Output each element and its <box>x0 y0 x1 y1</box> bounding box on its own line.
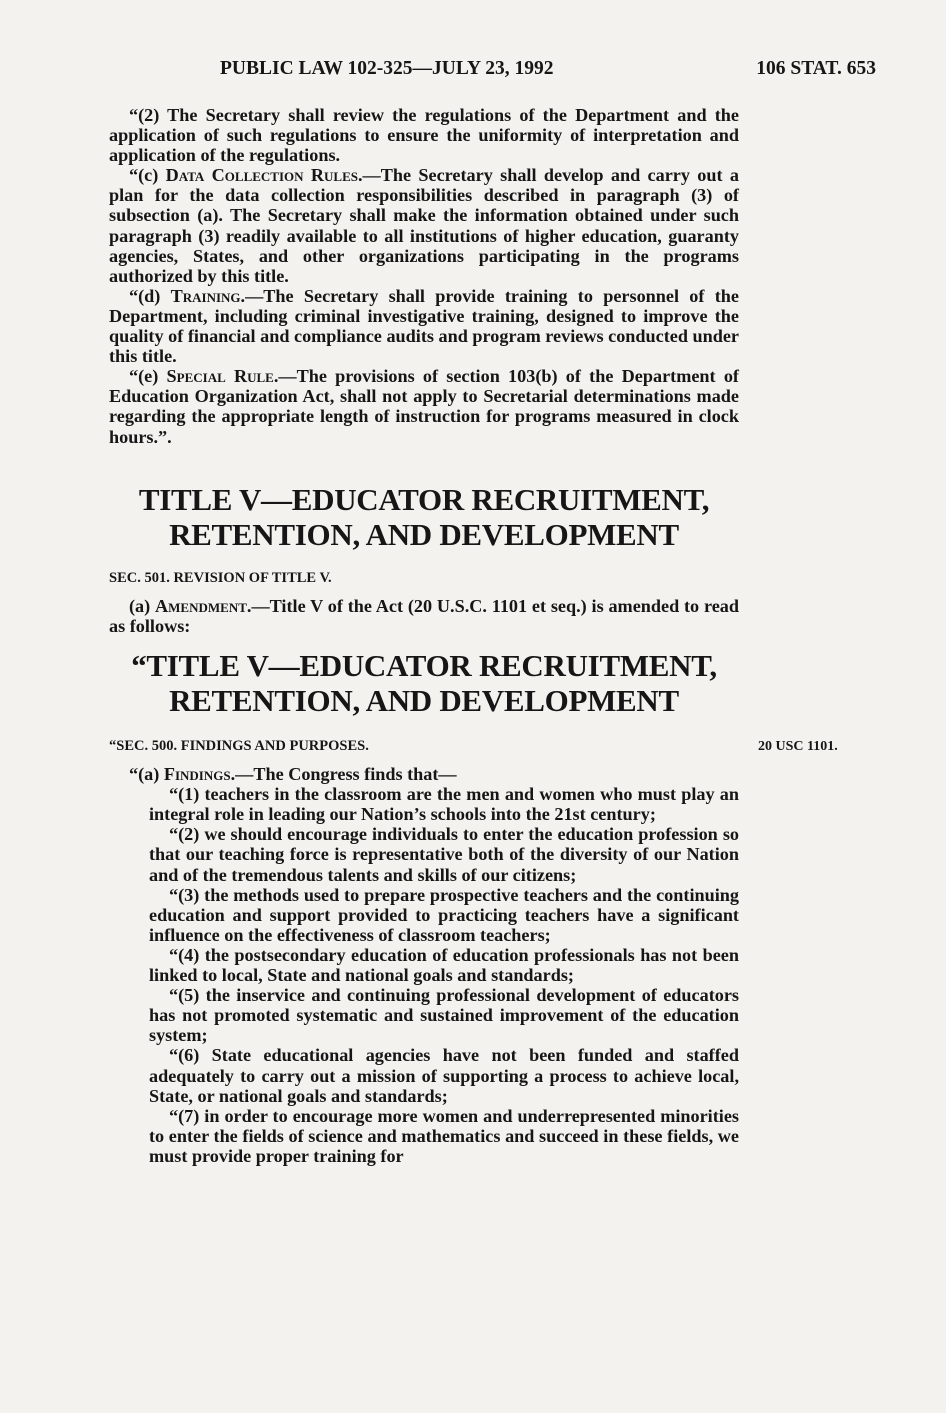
paragraph-c: “(c) Data Collection Rules.—The Secretary shall develop and carry out a plan for the data collection responsibilities described in paragraph (3) of subsection (a). The Secretary shall make the information obtained under such paragraph (3) readily available to all institutions of higher education, guaranty agencies, States, and other organizations participating in the programs authorized by this title. <box>109 165 740 286</box>
subhead-data-collection: Data Collection Rules. <box>165 165 363 186</box>
title-heading-1: TITLE V—EDUCATOR RECRUITMENT, RETENTION, AND DEVELOPMENT <box>138 482 710 552</box>
finding-5: “(5) the inservice and continuing professional development of educators has not promoted systematic and sustained improvement of the education system; <box>149 985 739 1046</box>
subhead-training: Training. <box>170 285 246 306</box>
sec-501 <box>109 568 739 636</box>
findings-list <box>109 784 739 1166</box>
page-header <box>0 58 946 88</box>
finding-7: “(7) in order to encourage more women and underrepresented minorities to enter the fields of science and mathematics and succeed in these fields, we must provide proper training for <box>149 1105 739 1166</box>
finding-2: “(2) we should encourage individuals to enter the education profession so that our teaching force is representative both of the diversity of our Nation and of the tremendous talents and skills of our citizens; <box>149 824 739 885</box>
paragraph-d: “(d) Training.—The Secretary shall provide training to personnel of the Department, including criminal investigative training, designed to improve the quality of financial and compliance audits and program reviews conducted under this title. <box>109 285 739 367</box>
sec-500-a: “(a) Findings.—The Congress finds that— <box>129 764 457 785</box>
title-heading-2: “TITLE V—EDUCATOR RECRUITMENT, RETENTION, AND DEVELOPMENT <box>131 648 717 718</box>
header-title: PUBLIC LAW 102-325—JULY 23, 1992 <box>220 58 554 79</box>
intro-section <box>109 105 739 447</box>
subhead-findings: Findings. <box>163 764 236 785</box>
sec-501-heading: SEC. 501. REVISION OF TITLE V. <box>109 570 332 586</box>
finding-4: “(4) the postsecondary education of education professionals has not been linked to local, State and national goals and standards; <box>149 944 739 986</box>
sec-500-heading: “SEC. 500. FINDINGS AND PURPOSES. <box>109 738 369 754</box>
sec-500 <box>109 736 739 1166</box>
finding-6: “(6) State educational agencies have not been funded and staffed adequately to carry out a mission of supporting a process to achieve local, State, or national goals and standards; <box>149 1045 739 1106</box>
paragraph-2: “(2) The Secretary shall review the regulations of the Department and the application of such regulations to ensure the uniformity of interpretation and application of the regulations. <box>109 105 739 166</box>
margin-citation: 20 USC 1101. <box>758 739 838 754</box>
finding-3: “(3) the methods used to prepare prospective teachers and the continuing education and support provided to practicing teachers have a significant influence on the effectiveness of classroom teachers; <box>149 884 739 945</box>
sec-501-a: (a) Amendment.—Title V of the Act (20 U.S.C. 1101 et seq.) is amended to read as follows: <box>109 596 739 637</box>
subhead-special-rule: Special Rule. <box>166 366 279 387</box>
finding-1: “(1) teachers in the classroom are the men and women who must play an integral role in leading our Nation’s schools into the 21st century; <box>149 784 739 825</box>
subhead-amendment: Amendment. <box>155 596 252 617</box>
paragraph-e: “(e) Special Rule.—The provisions of section 103(b) of the Department of Education Organization Act, shall not apply to Secretarial determinations made regarding the appropriate length of instruction for programs measured in clock hours.”. <box>109 366 739 447</box>
header-stat-page: 106 STAT. 653 <box>756 58 876 79</box>
